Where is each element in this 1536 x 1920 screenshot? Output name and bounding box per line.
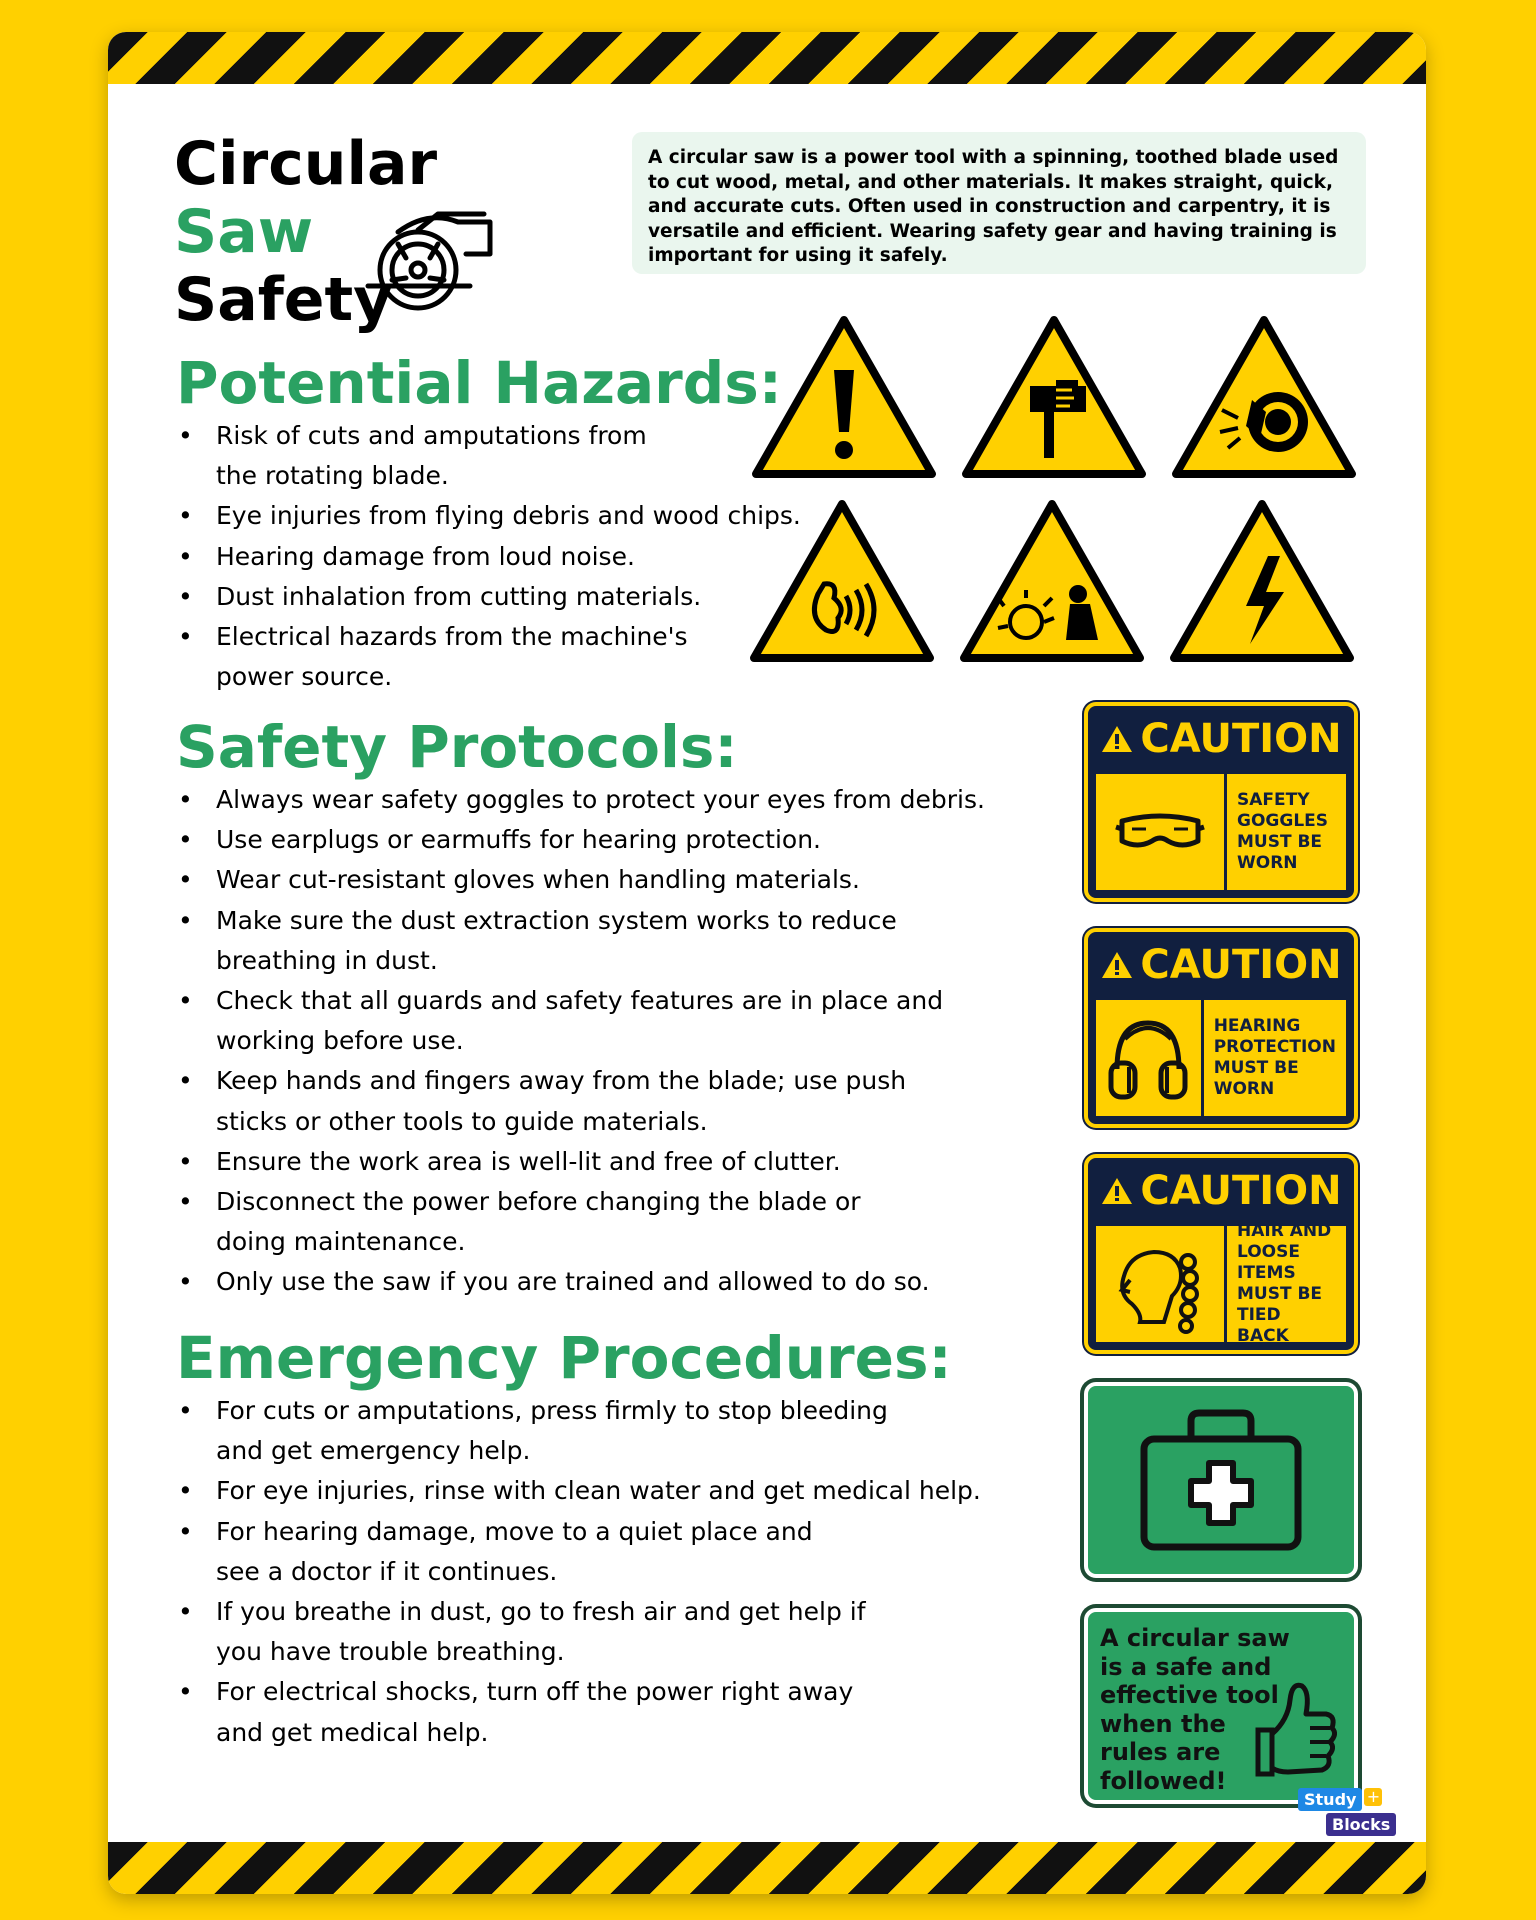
list-item: • For electrical shocks, turn off the power right away and get medical help. — [176, 1672, 981, 1752]
warning-triangle-icon — [1100, 724, 1134, 754]
list-item: • Risk of cuts and amputations from the rotating blade. — [176, 416, 896, 496]
warning-triangle-icon — [1100, 950, 1134, 980]
list-item: • Ensure the work area is well-lit and free of clutter. — [176, 1142, 985, 1182]
list-item: • Electrical hazards from the machine's power source. — [176, 617, 896, 697]
list-item: • Make sure the dust extraction system works to reduce breathing in dust. — [176, 901, 985, 981]
list-item: • Always wear safety goggles to protect your eyes from debris. — [176, 780, 985, 820]
caution-header: CAUTION — [1140, 1168, 1342, 1214]
hand-crush-icon — [960, 314, 1148, 480]
face-shield-icon — [1170, 314, 1358, 480]
section-heading-protocols: Safety Protocols: — [176, 713, 738, 781]
caution-text: HEARING PROTECTION MUST BE WORN — [1213, 1016, 1336, 1099]
section-heading-hazards: Potential Hazards: — [176, 349, 782, 417]
list-item: • For cuts or amputations, press firmly to stop bleeding and get emergency help. — [176, 1391, 981, 1471]
caution-sign-goggles — [1084, 702, 1358, 902]
thumbs-up-icon — [1250, 1674, 1340, 1784]
flying-debris-icon — [958, 498, 1146, 664]
plus-icon: + — [1364, 1788, 1382, 1806]
list-item: • Use earplugs or earmuffs for hearing protection. — [176, 820, 985, 860]
list-item: • Disconnect the power before changing the blade or doing maintenance. — [176, 1182, 985, 1262]
circular-saw-icon — [358, 192, 498, 322]
caution-text: HAIR AND LOOSE ITEMS MUST BE TIED BACK — [1237, 1221, 1332, 1346]
list-item: • Check that all guards and safety features are in place and working before use. — [176, 981, 985, 1061]
logo-text-1: Study — [1298, 1788, 1362, 1811]
noise-hazard-icon — [748, 498, 936, 664]
caution-text: SAFETY GOGGLES MUST BE WORN — [1237, 790, 1329, 873]
closing-message-box — [1084, 1608, 1358, 1804]
poster — [108, 32, 1426, 1894]
caution-header: CAUTION — [1140, 942, 1342, 988]
section-heading-emergency: Emergency Procedures: — [176, 1324, 952, 1392]
caution-sign-hearing — [1084, 928, 1358, 1128]
hazard-stripe-top — [108, 32, 1426, 84]
title-line-3: Safety — [174, 265, 393, 335]
safety-protocols-section — [176, 714, 985, 1303]
earmuffs-icon — [1103, 1013, 1193, 1103]
closing-message: A circular saw is a safe and effective tool when the rules are followed! — [1100, 1624, 1290, 1795]
warning-triangle-icon — [1100, 1176, 1134, 1206]
electrical-hazard-icon — [1168, 498, 1356, 664]
study-blocks-logo — [1298, 1788, 1390, 1836]
list-item: • Hearing damage from loud noise. — [176, 537, 896, 577]
goggles-icon — [1112, 807, 1208, 857]
first-aid-sign — [1084, 1382, 1358, 1578]
tied-hair-icon — [1110, 1234, 1210, 1334]
caution-header: CAUTION — [1140, 716, 1342, 762]
emergency-procedures-section — [176, 1325, 981, 1753]
list-item: • For hearing damage, move to a quiet place and see a doctor if it continues. — [176, 1512, 981, 1592]
intro-text: A circular saw is a power tool with a spinning, toothed blade used to cut wood, metal, and other materials. It makes straight, quick, and accurate cuts. Often used in construction and carpentry, it is versatile and efficient. Wearing safety gear and having training is important for using it safely. — [632, 132, 1366, 274]
list-item: • Dust inhalation from cutting materials. — [176, 577, 896, 617]
list-item: • If you breathe in dust, go to fresh air and get help if you have trouble breathing. — [176, 1592, 981, 1672]
list-item: • Eye injuries from flying debris and wood chips. — [176, 496, 896, 536]
title-line-2: Saw — [174, 197, 314, 267]
exclamation-warning-icon — [750, 314, 938, 480]
first-aid-kit-icon — [1136, 1405, 1306, 1555]
title-line-1: Circular — [174, 129, 438, 199]
hazard-stripe-bottom — [108, 1842, 1426, 1894]
list-item: • Only use the saw if you are trained and allowed to do so. — [176, 1262, 985, 1302]
list-item: • For eye injuries, rinse with clean water and get medical help. — [176, 1471, 981, 1511]
list-item: • Keep hands and fingers away from the blade; use push sticks or other tools to guide materials. — [176, 1061, 985, 1141]
caution-sign-hair — [1084, 1154, 1358, 1354]
logo-text-2: Blocks — [1326, 1813, 1396, 1836]
list-item: • Wear cut-resistant gloves when handling materials. — [176, 860, 985, 900]
